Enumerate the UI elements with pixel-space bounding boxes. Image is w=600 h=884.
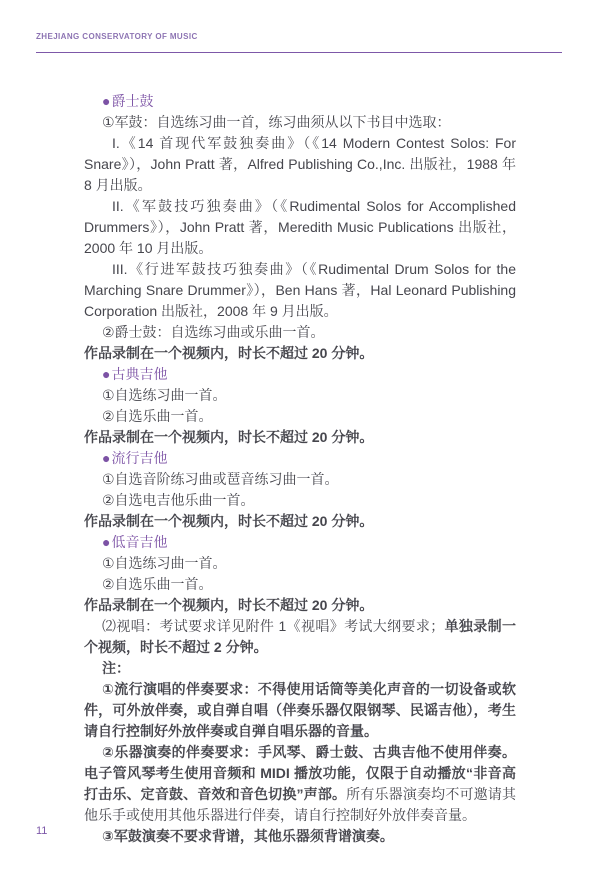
paragraph [84, 658, 516, 679]
paragraph [84, 469, 516, 490]
text-run: 流行吉他 [111, 450, 168, 466]
text-run: 作品录制在一个视频内，时长不超过 20 分钟。 [84, 513, 374, 529]
page-number: 11 [36, 825, 48, 837]
paragraph [84, 385, 516, 406]
paragraph [84, 112, 516, 133]
paragraph [84, 574, 516, 595]
section-heading [84, 91, 516, 112]
text-run: 爵士鼓 [111, 93, 154, 109]
paragraph [84, 427, 516, 448]
section-heading [84, 448, 516, 469]
paragraph [84, 679, 516, 742]
text-run: ①自选练习曲一首。 [102, 387, 227, 403]
text-run: 作品录制在一个视频内，时长不超过 20 分钟。 [84, 597, 374, 613]
section-heading [84, 532, 516, 553]
text-run: 低音吉他 [111, 534, 168, 550]
text-run: ②自选乐曲一首。 [102, 576, 213, 592]
text-run: ⑵视唱：考试要求详见附件 1《视唱》考试大纲要求； [102, 618, 445, 634]
text-run: ②乐器演奏的伴奏要求：手风琴、爵士鼓、古典吉他不使用伴奏。电子管风琴考生使用音频和 MIDI 播放功能，仅限于自动播放“非音高打击乐、定音鼓、音效和音色切换”声部。 [84, 744, 516, 802]
text-run: I.《14 首现代军鼓独奏曲》（《14 Modern Contest Solos: For Snare》），John Pratt 著，Alfred Publishing Co.,Inc. 出版社，1988 年 8 月出版。 [84, 135, 516, 193]
bullet-icon: ● [102, 366, 112, 382]
text-run: ①自选练习曲一首。 [102, 555, 227, 571]
text-run: 古典吉他 [111, 366, 168, 382]
paragraph [84, 196, 516, 259]
text-run: ①流行演唱的伴奏要求：不得使用话筒等美化声音的一切设备或软件，可外放伴奏，或自弹自唱（伴奏乐器仅限钢琴、民谣吉他），考生请自行控制好外放伴奏或自弹自唱乐器的音量。 [84, 681, 516, 739]
paragraph [84, 322, 516, 343]
paragraph [84, 616, 516, 658]
text-run: 所有乐器演奏均不可邀请其他乐手或使用其他乐器进行伴奏，请自行控制好外放伴奏音量。 [84, 786, 517, 823]
paragraph [84, 826, 516, 847]
bullet-icon: ● [102, 450, 112, 466]
paragraph [84, 343, 516, 364]
header-rule [36, 52, 562, 53]
paragraph [84, 595, 516, 616]
text-run: 作品录制在一个视频内，时长不超过 20 分钟。 [84, 345, 374, 361]
text-run: ①自选音阶练习曲或琶音练习曲一首。 [102, 471, 339, 487]
paragraph [84, 406, 516, 427]
paragraph [84, 553, 516, 574]
text-run: 作品录制在一个视频内，时长不超过 20 分钟。 [84, 429, 374, 445]
paragraph [84, 511, 516, 532]
text-run: II.《军鼓技巧独奏曲》（《Rudimental Solos for Accomplished Drummers》），John Pratt 著，Meredith Music Publications 出版社，2000 年 10 月出版。 [84, 198, 516, 256]
paragraph [84, 742, 516, 826]
paragraph [84, 259, 516, 322]
document-body [84, 91, 516, 847]
paragraph [84, 490, 516, 511]
paragraph [84, 133, 516, 196]
text-run: ②自选电吉他乐曲一首。 [102, 492, 255, 508]
text-run: 单独录制一个视频，时长不超过 2 分钟。 [84, 618, 516, 655]
header-title: ZHEJIANG CONSERVATORY OF MUSIC [36, 32, 198, 41]
bullet-icon: ● [102, 93, 112, 109]
text-run: ③军鼓演奏不要求背谱，其他乐器须背谱演奏。 [102, 828, 394, 844]
text-run: ①军鼓：自选练习曲一首，练习曲须从以下书目中选取： [102, 114, 451, 130]
section-heading [84, 364, 516, 385]
text-run: 注： [102, 660, 130, 676]
text-run: ②爵士鼓：自选练习曲或乐曲一首。 [102, 324, 325, 340]
text-run: III.《行进军鼓技巧独奏曲》（《Rudimental Drum Solos for the Marching Snare Drummer》），Ben Hans 著，Hal Leonard Publishing Corporation 出版社，2008 年 9 月出版。 [84, 261, 516, 319]
bullet-icon: ● [102, 534, 112, 550]
text-run: ②自选乐曲一首。 [102, 408, 213, 424]
